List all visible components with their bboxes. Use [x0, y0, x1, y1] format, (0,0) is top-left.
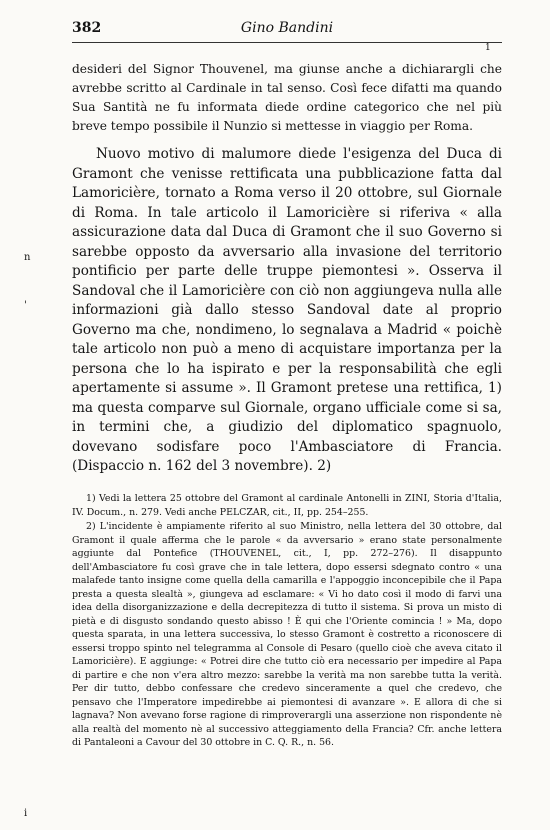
header-rule	[72, 42, 502, 43]
footnote-2: 2) L'incidente è ampiamente riferito al suo Ministro, nella lettera del 30 ottobre, dal Gramont il quale afferma che le parole « da avversario » erano state personalmente aggiunte dal Pontefice (THOUVENEL, cit., I, pp. 272–276). Il disappunto dell'Ambasciatore fu così grave che in tale lettera, dopo essersi sdegnato contro « una malafede tanto insigne come quella della camarilla e l'appoggio inconcepibile che il Papa presta a questa slealtà », giungeva ad esclamare: « Vi ho dato così il modo di farvi una idea della disorganizzazione e della decrepitezza di tutto il sistema. Si prova un misto di pietà e di disgusto sondando questo abisso ! È qui che l'Oriente comincia ! » Ma, dopo questa sparata, in una lettera successiva, lo stesso Gramont è costretto a riconoscere di essersi troppo spinto nel telegramma al Console di Pesaro (quello cioè che aveva citato il Lamoricière). E aggiunge: « Potrei dire che tutto ciò era necessario per impedire al Papa di partire e che non v'era altro mezzo: sarebbe la verità ma non sarebbe tutta la verità. Per dir tutto, debbo confessare che credevo sinceramente a quel che credevo, che pensavo che l'Imperatore impedirebbe ai piemontesi di avanzare ». E allora di che si lagnava? Non avevano forse ragione di rimproverargli una asserzione non rispondente nè alla realtà del momento nè al successivo atteggiamento della Francia? Cfr. anche lettera di Pantaleoni a Cavour del 30 ottobre in C. Q. R., n. 56.	[72, 521, 502, 748]
paragraph-main: Nuovo motivo di malumore diede l'esigenza del Duca di Gramont che venisse rettificata una pubblicazione fatta dal Lamoricière, tornato a Roma verso il 20 ottobre, sul Giornale di Roma. In tale articolo il Lamoricière si riferiva « alla assicurazione data dal Duca di Gramont che il suo Governo si sarebbe opposto da avversario alla invasione del territorio pontificio per parte delle truppe piemontesi ». Osserva il Sandoval che il Lamoricière con ciò non aggiungeva nulla alle informazioni già dallo stesso Sandoval date al proprio Governo ma che, nondimeno, lo segnalava a Madrid « poichè tale articolo non può a meno di acquistare importanza per la persona che lo ha ispirato e per la responsabilità che egli apertamente si assume ». Il Gramont pretese una rettifica, 1) ma questa comparve sul Giornale, organo ufficiale come si sa, in termini che, a giudizio del diplomatico spagnuolo, dovevano sodisfare poco l'Ambasciatore di Francia. (Dispaccio n. 162 del 3 novembre). 2)	[72, 146, 502, 474]
page-header	[72, 20, 502, 40]
margin-mark-left-2: '	[24, 300, 27, 311]
running-head: Gino Bandini	[240, 20, 334, 36]
margin-mark-left-1: n	[24, 252, 31, 263]
margin-mark-bottom: i	[24, 808, 28, 819]
paragraph-continuation: desideri del Signor Thouvenel, ma giunse anche a dichiarargli che avrebbe scritto al Cardinale in tal senso. Così fece difatti ma quando Sua Santità ne fu informata diede ordine categorico che nel più breve tempo possibile il Nunzio si mettesse in viaggio per Roma.	[72, 62, 502, 133]
footnotes	[72, 492, 502, 751]
footnote-1: 1) Vedi la lettera 25 ottobre del Gramont al cardinale Antonelli in ZINI, Storia d'Italia, IV. Docum., n. 279. Vedi anche PELCZAR, cit., II, pp. 254–255.	[72, 493, 502, 518]
margin-mark-top: 1	[485, 43, 491, 53]
page-number: 382	[72, 20, 102, 36]
